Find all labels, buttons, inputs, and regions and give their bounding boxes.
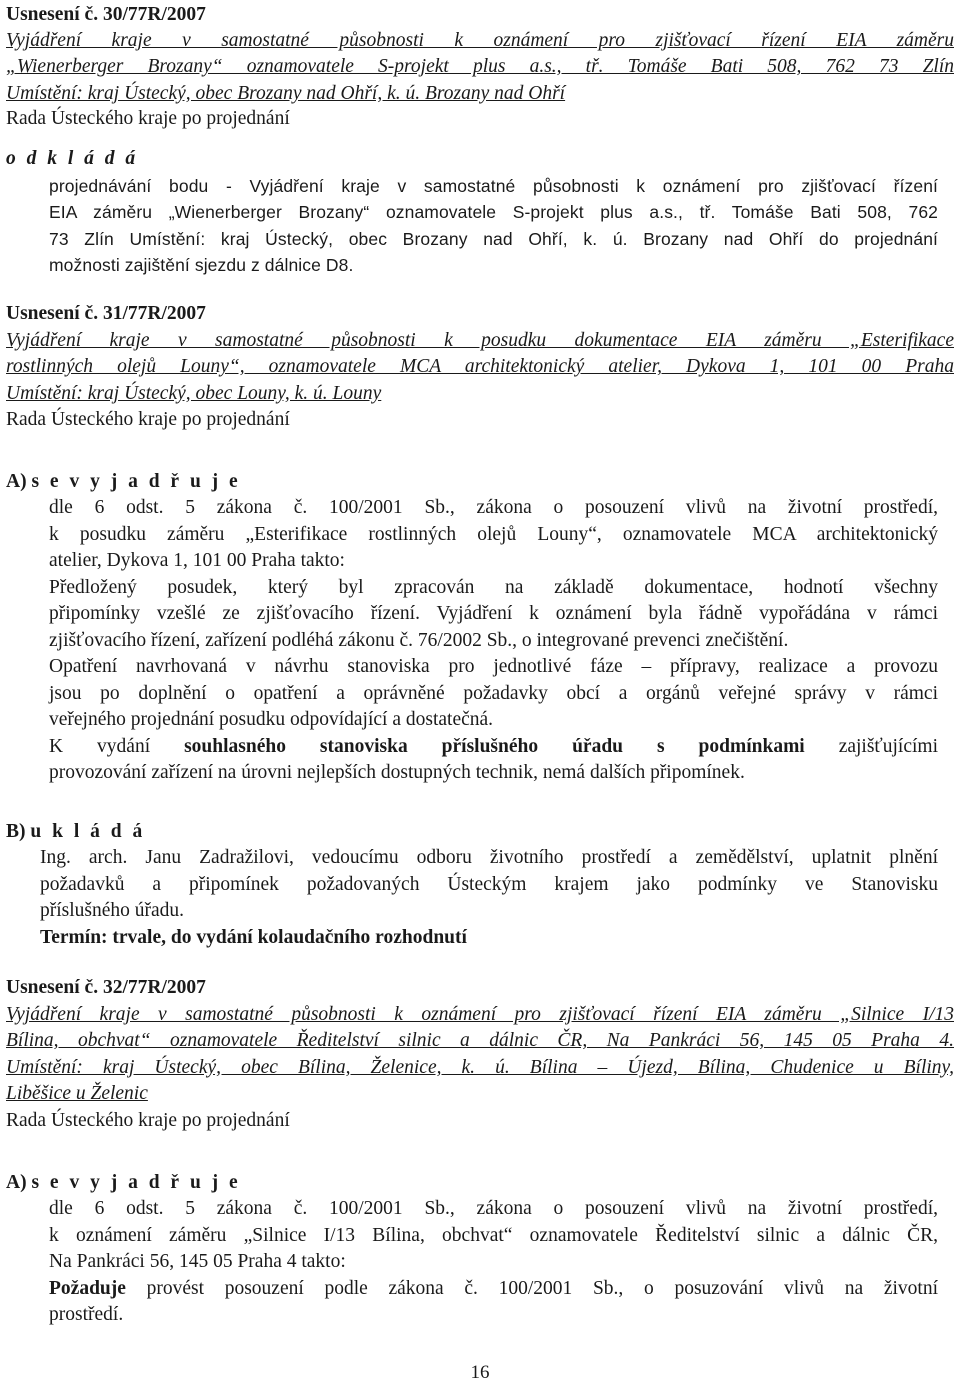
resolution-31-a-line-2: k posudku záměru „Esterifikace rostlinných olejů Louny“, oznamovatele MCA architektonický xyxy=(49,523,938,545)
resolution-31-a-line-5: připomínky vzešlé ze zjišťovacího řízení. Vyjádření k oznámení byla řádně vypořádána v rámci xyxy=(49,603,938,624)
resolution-31-b-line-1: Ing. arch. Janu Zadražilovi, vedoucímu odboru životního prostředí a zemědělství, uplatnit plnění xyxy=(40,847,938,868)
resolution-32-a-line-1: dle 6 odst. 5 zákona č. 100/2001 Sb., zákona o posouzení vlivů na životní prostředí, xyxy=(49,1198,938,1219)
resolution-31-a-line-4: Předložený posudek, který byl zpracován na základě dokumentace, hodnotí všechny xyxy=(49,576,938,598)
conclusion-post-text: zajišťujícími xyxy=(804,735,939,757)
resolution-31-section-b-label xyxy=(6,819,954,845)
resolution-32-title-line-2: Bílina, obchvat“ oznamovatele Ředitelství silnic a dálnic ČR, Na Pankráci 56, 145 05 Praha 4. xyxy=(6,1030,954,1052)
resolution-32-title xyxy=(6,1002,954,1108)
resolution-31-council: Rada Ústeckého kraje po projednání xyxy=(6,409,290,430)
resolution-30-body-line-1: projednávání bodu - Vyjádření kraje v samostatné působnosti k oznámení pro zjišťovací řízení xyxy=(49,176,938,196)
resolution-32-a-request-line-2: prostředí. xyxy=(49,1304,124,1325)
resolution-31-section-b-action: u k l á d á xyxy=(30,821,146,842)
resolution-32-title-line-4: Liběšice u Želenic xyxy=(6,1083,148,1105)
resolution-31-heading: Usnesení č. 31/77R/2007 xyxy=(6,303,206,324)
resolution-31-title-line-1: Vyjádření kraje v samostatné působnosti k posudku dokumentace EIA záměru „Esterifikace xyxy=(6,330,954,351)
request-rest-text: provést posouzení podle zákona č. 100/2001 Sb., o posuzování vlivů na životní xyxy=(125,1277,938,1299)
resolution-30-action: o d k l á d á xyxy=(6,148,139,169)
resolution-32-council: Rada Ústeckého kraje po projednání xyxy=(6,1110,290,1131)
resolution-32-title-line-1: Vyjádření kraje v samostatné působnosti k oznámení pro zjišťovací řízení EIA záměru „Silnice I/13 xyxy=(6,1004,954,1025)
resolution-31-a-line-3: atelier, Dykova 1, 101 00 Praha takto: xyxy=(49,550,345,571)
resolution-31-title-line-3: Umístění: kraj Ústecký, obec Louny, k. ú. Louny xyxy=(6,382,382,404)
resolution-32-a-line-3: Na Pankráci 56, 145 05 Praha 4 takto: xyxy=(49,1251,346,1272)
resolution-32-section-a-body xyxy=(49,1196,938,1329)
resolution-31-section-b-prefix: B) xyxy=(6,821,26,842)
resolution-30-body-line-4: možnosti zajištění sjezdu z dálnice D8. xyxy=(49,254,354,275)
resolution-31-a-line-7: Opatření navrhovaná v návrhu stanoviska pro jednotlivé fáze – přípravy, realizace a provozu xyxy=(49,656,938,677)
request-bold-text: Požaduje xyxy=(49,1277,126,1299)
resolution-32-a-request-line-1 xyxy=(49,1276,938,1303)
resolution-31-section-a-prefix: A) xyxy=(6,471,27,492)
resolution-31-section-b-body xyxy=(40,845,938,951)
page-number: 16 xyxy=(470,1362,490,1383)
resolution-30-title-line-3: Umístění: kraj Ústecký, obec Brozany nad Ohří, k. ú. Brozany nad Ohří xyxy=(6,82,566,104)
resolution-32-title-line-3: Umístění: kraj Ústecký, obec Bílina, Želenice, k. ú. Bílina – Újezd, Bílina, Chudenice u Bíliny, xyxy=(6,1056,954,1078)
resolution-31-title xyxy=(6,328,954,407)
resolution-30-title-line-1: Vyjádření kraje v samostatné působnosti k oznámení pro zjišťovací řízení EIA záměru xyxy=(6,30,954,51)
resolution-31-a-line-1: dle 6 odst. 5 zákona č. 100/2001 Sb., zákona o posouzení vlivů na životní prostředí, xyxy=(49,497,938,518)
resolution-30-title xyxy=(6,28,954,107)
resolution-30-title-line-2: „Wienerberger Brozany“ oznamovatele S-projekt plus a.s., tř. Tomáše Bati 508, 762 73 Zlín xyxy=(6,56,954,78)
resolution-30-body-line-3: 73 Zlín Umístění: kraj Ústecký, obec Brozany nad Ohří, k. ú. Brozany nad Ohří do projednání xyxy=(49,228,938,249)
resolution-32-section-a-label xyxy=(6,1170,954,1196)
resolution-32-heading: Usnesení č. 32/77R/2007 xyxy=(6,977,206,998)
resolution-30-body-line-2: EIA záměru „Wienerberger Brozany“ oznamovatele S-projekt plus a.s., tř. Tomáše Bati 508, 762 xyxy=(49,202,938,223)
resolution-31-b-line-2: požadavků a připomínek požadovaných Ústeckým krajem jako podmínky ve Stanovisku xyxy=(40,873,938,895)
resolution-30-council: Rada Ústeckého kraje po projednání xyxy=(6,108,290,129)
resolution-31-section-a-action: s e v y j a d ř u j e xyxy=(31,471,241,492)
resolution-30-heading: Usnesení č. 30/77R/2007 xyxy=(6,4,206,25)
resolution-31-a-line-8: jsou po doplnění o opatření a oprávněné požadavky obcí a orgánů veřejné správy v rámci xyxy=(49,682,938,704)
resolution-32-a-line-2: k oznámení záměru „Silnice I/13 Bílina, obchvat“ oznamovatele Ředitelství silnic a dálnic ČR, xyxy=(49,1224,938,1246)
resolution-31-title-line-2: rostlinných olejů Louny“, oznamovatele MCA architektonický atelier, Dykova 1, 101 00 Praha xyxy=(6,356,954,378)
conclusion-pre-text: K vydání xyxy=(49,735,185,757)
resolution-32-section-a-action: s e v y j a d ř u j e xyxy=(31,1172,241,1193)
resolution-31-a-line-9: veřejného projednání posudku odpovídající a dostatečná. xyxy=(49,709,494,730)
resolution-31-b-deadline: Termín: trvale, do vydání kolaudačního rozhodnutí xyxy=(40,926,467,948)
resolution-30-body xyxy=(49,173,938,278)
resolution-31-a-conclusion-line-2: provozování zařízení na úrovni nejlepších dostupných technik, nemá dalších připomínek. xyxy=(49,762,745,783)
conclusion-bold-text: souhlasného stanoviska příslušného úřadu s podmínkami xyxy=(184,735,805,757)
resolution-31-a-conclusion-line-1 xyxy=(49,734,938,761)
resolution-31-section-a-body xyxy=(49,495,938,787)
resolution-31-b-line-3: příslušného úřadu. xyxy=(40,900,185,921)
resolution-31-a-line-6: zjišťovacího řízení, zařízení podléhá zákonu č. 76/2002 Sb., o integrované prevenci znečištění. xyxy=(49,629,789,651)
resolution-32-section-a-prefix: A) xyxy=(6,1172,27,1193)
resolution-31-section-a-label xyxy=(6,469,954,495)
